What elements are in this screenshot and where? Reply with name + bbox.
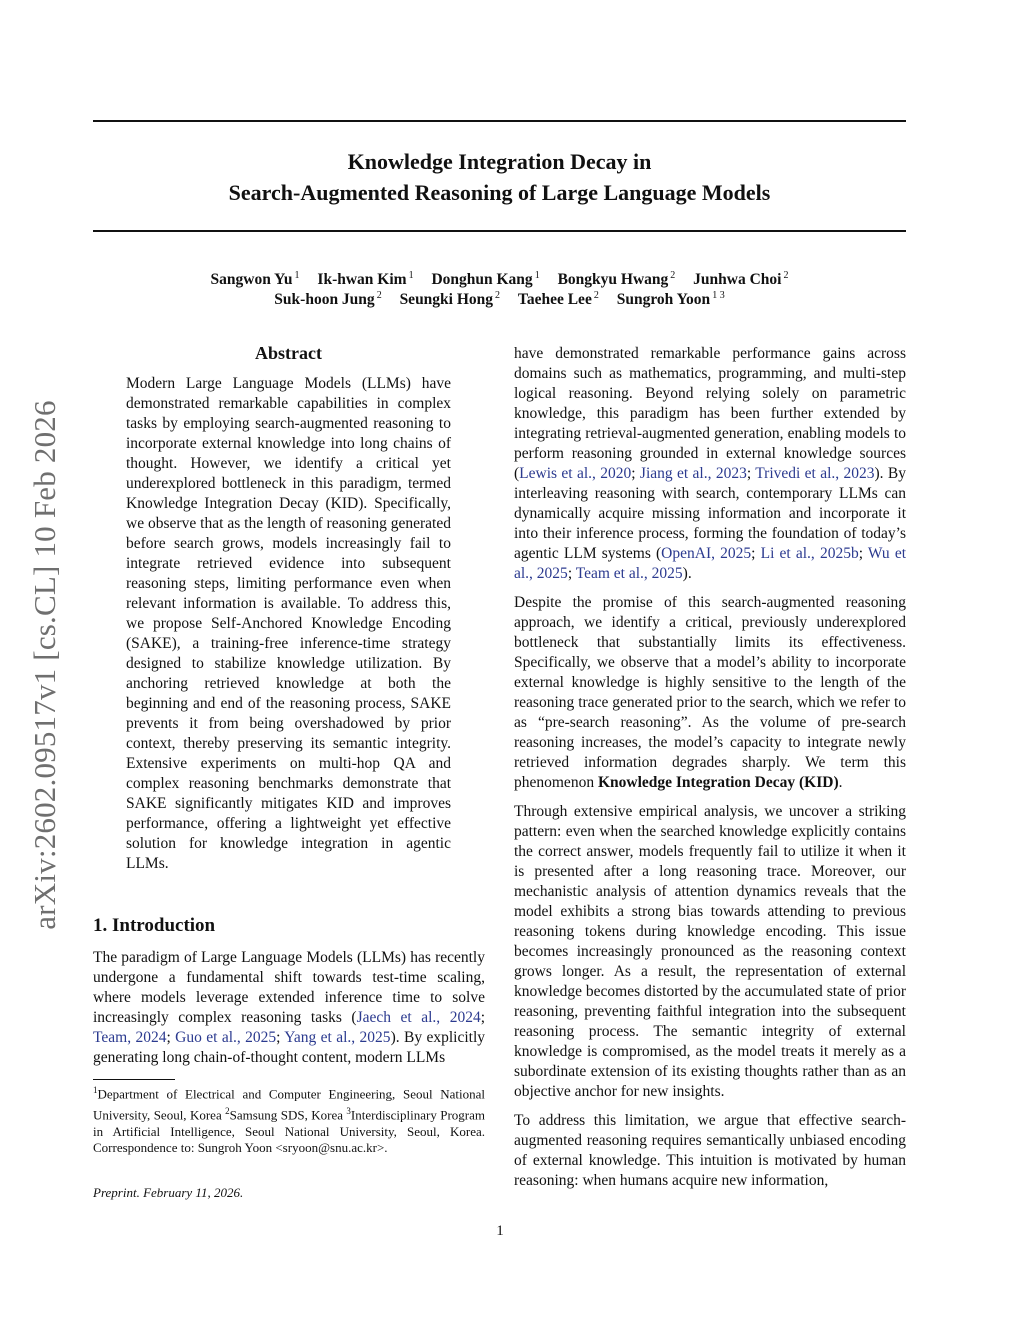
paragraph: Despite the promise of this search-augmented reasoning approach, we identify a critical, previously underexplored bottleneck that substantially limits its effectiveness. Specifically, we observe that a model’s ability to incorporate external knowledge is highly sensitive to the length of the reasoning trace generated prior to the search, which we refer to as “pre-search reasoning”. As the volume of pre-search reasoning increases, the model’s capacity to integrate newly retrieved information degrades sharply. We term this phenomenon Knowledge Integration Decay (KID). bbox=[514, 594, 906, 791]
abstract-heading: Abstract bbox=[255, 343, 322, 363]
citation-link[interactable]: OpenAI, 2025 bbox=[661, 545, 752, 562]
citation-link[interactable]: Trivedi et al., 2023 bbox=[755, 465, 875, 482]
author: Junhwa Choi $^2$ bbox=[693, 270, 789, 289]
author: Sangwon Yu $^1$ bbox=[210, 270, 300, 289]
title-bottom-rule bbox=[93, 230, 906, 232]
author: Ik-hwan Kim $^1$ bbox=[317, 270, 414, 289]
author: Sungroh Yoon $^{1 3}$ bbox=[616, 290, 725, 309]
citation-link[interactable]: Team et al., 2025 bbox=[575, 565, 683, 582]
author: Bongkyu Hwang $^2$ bbox=[557, 270, 676, 289]
citation-link[interactable]: Jiang et al., 2023 bbox=[639, 465, 747, 482]
title-line-1: Knowledge Integration Decay in bbox=[347, 149, 652, 174]
paper-title bbox=[93, 146, 906, 208]
kid-term: Knowledge Integration Decay (KID) bbox=[597, 774, 839, 791]
citation-link[interactable]: Li et al., 2025b bbox=[760, 545, 859, 562]
paragraph: To address this limitation, we argue that effective search-augmented reasoning requires semantically unbiased encoding of external knowledge. This intuition is motivated by human reasoning: when humans acquire new information, bbox=[514, 1112, 906, 1189]
footnote-rule bbox=[93, 1079, 175, 1080]
top-rule bbox=[93, 120, 906, 122]
citation-link[interactable]: Lewis et al., 2020 bbox=[519, 465, 632, 482]
citation-link[interactable]: Jaech et al., 2024 bbox=[356, 1009, 481, 1026]
title-line-2: Search-Augmented Reasoning of Large Language Models bbox=[228, 180, 771, 205]
page-number: 1 bbox=[496, 1223, 504, 1239]
affiliation-footnote: $^1$Department of Electrical and Computer Engineering, Seoul National University, Seoul, Korea $^2$Samsung SDS, Korea $^3$Interdisciplinary Program in Artificial Intelligence, Seoul National University, Seoul, Korea. Correspondence to: Sungroh Yoon <sryoon@snu.ac.kr>. bbox=[93, 1085, 486, 1156]
author: Suk-hoon Jung $^2$ bbox=[274, 290, 382, 309]
citation-link[interactable]: Yang et al., 2025 bbox=[284, 1029, 391, 1046]
author-list-row-2 bbox=[93, 286, 906, 310]
section-heading-introduction: 1. Introduction bbox=[93, 915, 216, 936]
citation-link[interactable]: Team, 2024 bbox=[93, 1029, 167, 1046]
introduction-paragraph-1: The paradigm of Large Language Models (LLMs) has recently undergone a fundamental shift towards test-time scaling, where models leverage extended inference time to solve increasingly complex reasoning tasks (Jaech et al., 2024; Team, 2024; Guo et al., 2025; Yang et al., 2025). By explicitly generating long chain-of-thought content, modern LLMs bbox=[93, 949, 486, 1066]
paragraph: have demonstrated remarkable performance gains across domains such as mathematics, programming, and multi-step logical reasoning. Beyond relying solely on parametric knowledge, this paradigm has been further extended by integrating retrieval-augmented generation, enabling models to perform reasoning grounded in external knowledge sources (Lewis et al., 2020; Jiang et al., 2023; Trivedi et al., 2023). By interleaving reasoning with search, contemporary LLMs can dynamically acquire missing information and incorporate it into their inference process, forming the foundation of today’s agentic LLM systems (OpenAI, 2025; Li et al., 2025b; Wu et al., 2025; Team et al., 2025). bbox=[514, 345, 907, 582]
paragraph: Through extensive empirical analysis, we uncover a striking pattern: even when the searched knowledge explicitly contains the correct answer, models frequently fail to utilize it when it is presented after a long reasoning trace. Moreover, our mechanistic analysis of attention dynamics reveals that the model exhibits a strong bias towards attending to previous reasoning tokens during knowledge encoding. This issue becomes increasingly pronounced as the reasoning context grows longer. As a result, the representation of external knowledge becomes distorted by the accumulated state of prior reasoning, preventing faithful integration into the subsequent reasoning process. The semantic integrity of external knowledge is compromised, as the model treats it merely as a subordinate extension of its existing thoughts rather than as an objective anchor for new insights. bbox=[514, 803, 906, 1100]
arxiv-identifier-stamp: arXiv:2602.09517v1 [cs.CL] 10 Feb 2026 bbox=[27, 400, 62, 930]
right-column bbox=[514, 344, 906, 1200]
citation-link[interactable]: Wu et al., 2025 bbox=[514, 545, 907, 582]
author: Taehee Lee $^2$ bbox=[517, 290, 599, 309]
author: Seungki Hong $^2$ bbox=[399, 290, 501, 309]
abstract-body: Modern Large Language Models (LLMs) have demonstrated remarkable capabilities in complex tasks by employing search-augmented reasoning to incorporate external knowledge into long chains of thought. However, we identify a critical yet underexplored bottleneck in this paradigm, termed Knowledge Integration Decay (KID). Specifically, we observe that as the length of reasoning generated before search grows, models increasingly fail to integrate retrieved evidence into subsequent reasoning steps, limiting performance even when relevant information is available. To address this, we propose Self-Anchored Knowledge Encoding (SAKE), a training-free inference-time strategy designed to stabilize knowledge utilization. By anchoring retrieved knowledge at both the beginning and end of the reasoning process, SAKE prevents it from being overshadowed by prior context, thereby preserving its semantic integrity. Extensive experiments on multi-hop QA and complex reasoning benchmarks demonstrate that SAKE significantly mitigates KID and improves performance, offering a lightweight yet effective solution for knowledge integration in agentic LLMs. bbox=[126, 375, 451, 872]
author: Donghun Kang $^1$ bbox=[431, 270, 540, 289]
citation-link[interactable]: Guo et al., 2025 bbox=[175, 1029, 277, 1046]
preprint-note: Preprint. February 11, 2026. bbox=[93, 1185, 244, 1200]
